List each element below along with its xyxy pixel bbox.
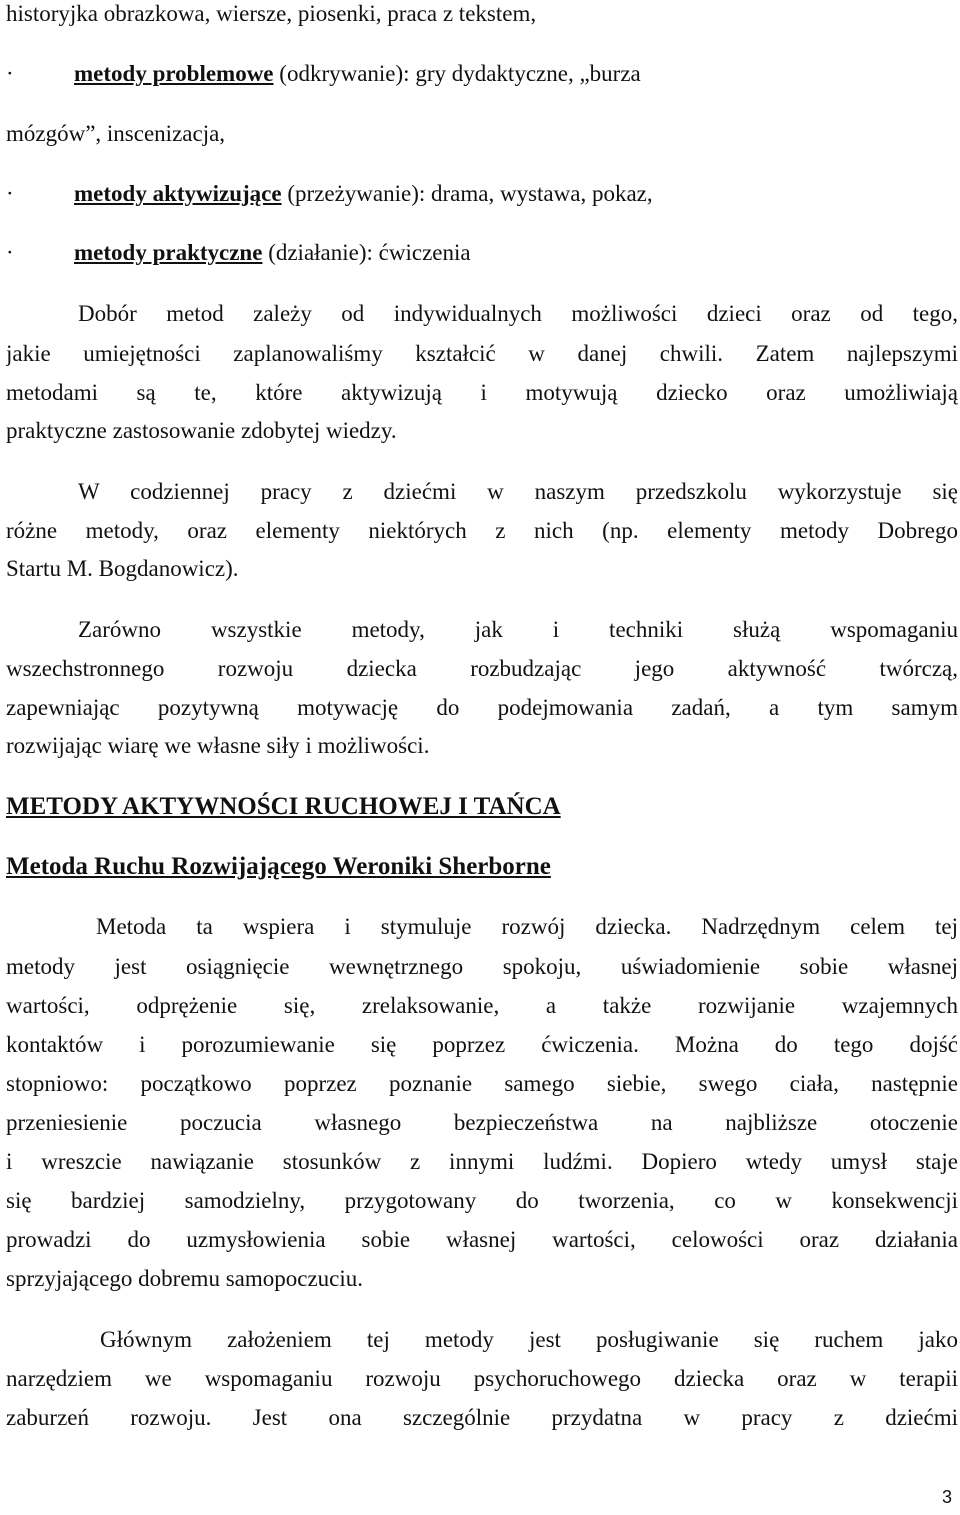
method-name: metody aktywizujące	[74, 181, 282, 206]
list-item	[74, 239, 471, 267]
bullet-marker: ·	[6, 181, 14, 206]
paragraph-line: wartości, odprężenie się, zrelaksowanie, a także rozwijanie wzajemnych	[6, 993, 958, 1018]
list-item-continuation: mózgów”, inscenizacja,	[6, 121, 226, 146]
paragraph-line: Zarówno wszystkie metody, jak i techniki służą wspomaganiu	[78, 617, 958, 642]
paragraph-line: zapewniając pozytywną motywację do podejmowania zadań, a tym samym	[6, 695, 958, 720]
paragraph-line: metody jest osiągnięcie wewnętrznego spokoju, uświadomienie sobie własnej	[6, 954, 958, 979]
paragraph-line: praktyczne zastosowanie zdobytej wiedzy.	[6, 418, 397, 443]
bullet-marker: ·	[6, 240, 14, 265]
method-name: metody problemowe	[74, 61, 274, 86]
paragraph-line: kontaktów i porozumiewanie się poprzez ćwiczenia. Można do tego dojść	[6, 1032, 958, 1057]
method-description: (działanie): ćwiczenia	[262, 240, 471, 265]
paragraph-line: rozwijając wiarę we własne siły i możliwości.	[6, 733, 430, 758]
subsection-heading: Metoda Ruchu Rozwijającego Weroniki Sherborne	[6, 853, 551, 880]
method-description: (przeżywanie): drama, wystawa, pokaz,	[281, 181, 653, 206]
paragraph-line: wszechstronnego rozwoju dziecka rozbudzając jego aktywność twórczą,	[6, 656, 958, 681]
paragraph-line: Metoda ta wspiera i stymuluje rozwój dziecka. Nadrzędnym celem tej	[96, 914, 958, 939]
paragraph-line: różne metody, oraz elementy niektórych z nich (np. elementy metody Dobrego	[6, 518, 958, 543]
paragraph-line: Dobór metod zależy od indywidualnych możliwości dzieci oraz od tego,	[78, 301, 958, 326]
paragraph-line: narzędziem we wspomaganiu rozwoju psychoruchowego dziecka oraz w terapii	[6, 1366, 958, 1391]
paragraph-line: Startu M. Bogdanowicz).	[6, 556, 239, 581]
paragraph-line: jakie umiejętności zaplanowaliśmy kształcić w danej chwili. Zatem najlepszymi	[6, 341, 958, 366]
list-item	[74, 180, 653, 208]
section-heading: METODY AKTYWNOŚCI RUCHOWEJ I TAŃCA	[6, 793, 561, 820]
paragraph-line: zaburzeń rozwoju. Jest ona szczególnie przydatna w pracy z dziećmi	[6, 1405, 958, 1430]
intro-line: historyjka obrazkowa, wiersze, piosenki, praca z tekstem,	[6, 1, 537, 26]
paragraph-line: sprzyjającego dobremu samopoczuciu.	[6, 1266, 364, 1291]
paragraph-line: W codziennej pracy z dziećmi w naszym przedszkolu wykorzystuje się	[78, 479, 958, 504]
paragraph-line: metodami są te, które aktywizują i motywują dziecko oraz umożliwiają	[6, 380, 958, 405]
method-name: metody praktyczne	[74, 240, 263, 265]
paragraph-line: Głównym założeniem tej metody jest posługiwanie się ruchem jako	[100, 1327, 958, 1352]
method-description: (odkrywanie): gry dydaktyczne, „burza	[273, 61, 641, 86]
paragraph-line: prowadzi do uzmysłowienia sobie własnej wartości, celowości oraz działania	[6, 1227, 958, 1252]
bullet-marker: ·	[6, 61, 14, 86]
paragraph-line: i wreszcie nawiązanie stosunków z innymi ludźmi. Dopiero wtedy umysł staje	[6, 1149, 958, 1174]
list-item	[74, 60, 641, 88]
paragraph-line: się bardziej samodzielny, przygotowany do tworzenia, co w konsekwencji	[6, 1188, 958, 1213]
page-number: 3	[941, 1487, 952, 1507]
paragraph-line: stopniowo: początkowo poprzez poznanie samego siebie, swego ciała, następnie	[6, 1071, 958, 1096]
paragraph-line: przeniesienie poczucia własnego bezpieczeństwa na najbliższe otoczenie	[6, 1110, 958, 1135]
